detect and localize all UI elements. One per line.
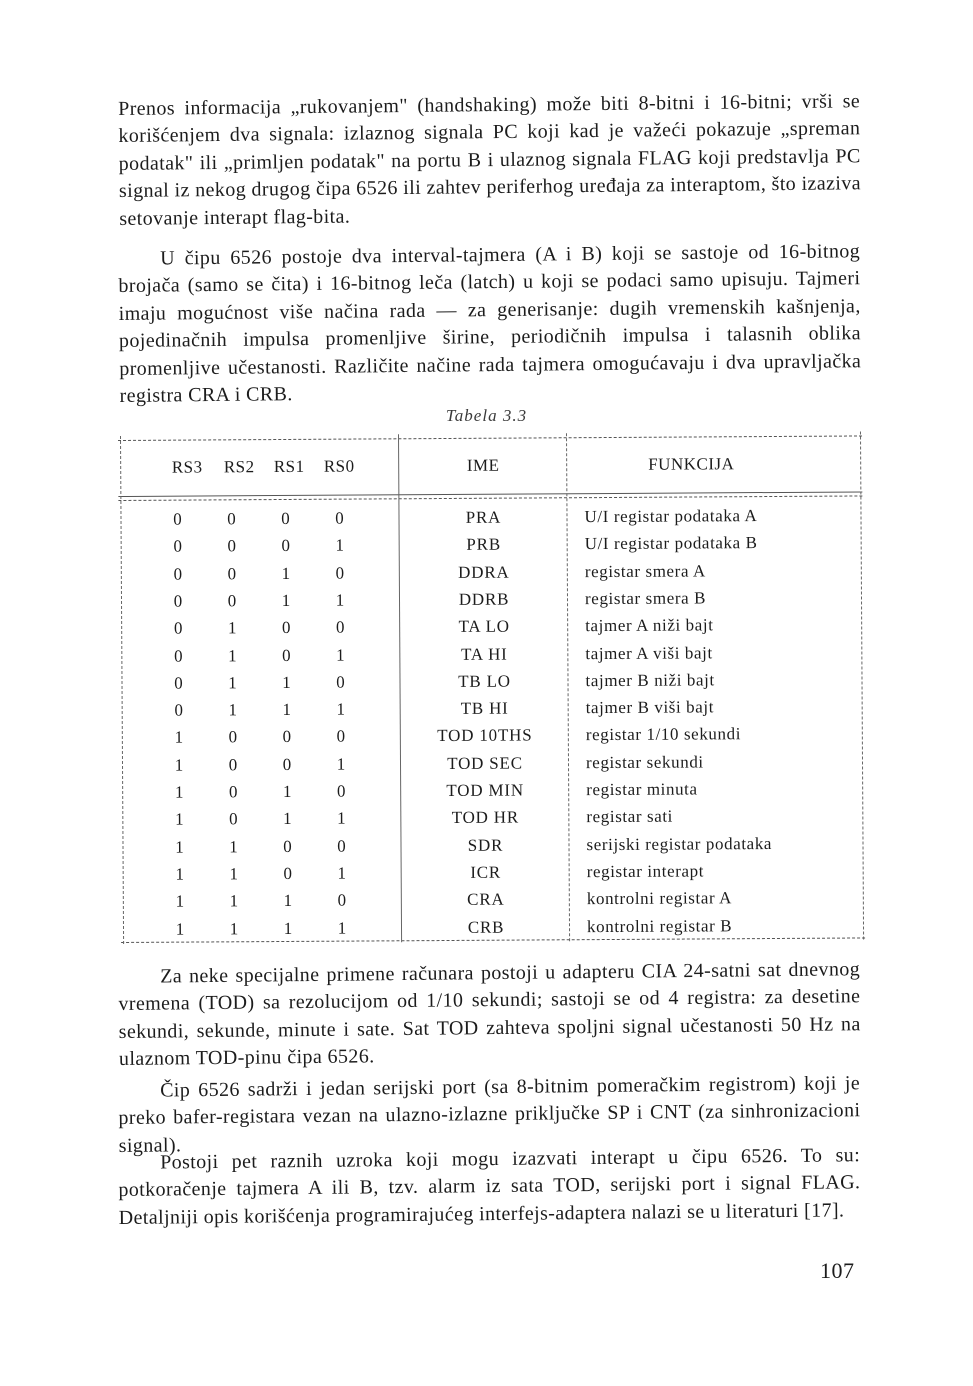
cell-ime: TB HI xyxy=(460,698,509,719)
cell-rs3: 0 xyxy=(173,618,183,638)
cell-rs2: 0 xyxy=(227,563,237,583)
cell-rs1: 0 xyxy=(282,645,291,665)
cell-funkcija: registar smera B xyxy=(584,588,707,609)
header-funkcija: FUNKCIJA xyxy=(648,454,735,474)
cell-rs1: 0 xyxy=(283,863,292,883)
cell-funkcija: tajmer A viši bajt xyxy=(585,642,713,663)
cell-rs2: 0 xyxy=(228,782,238,802)
cell-ime: TOD SEC xyxy=(447,753,523,773)
cell-rs1: 1 xyxy=(283,891,293,911)
cell-rs2: 1 xyxy=(229,918,239,938)
cell-funkcija: tajmer A niži bajt xyxy=(585,615,714,636)
cell-funkcija: registar sekundi xyxy=(585,752,704,772)
cell-funkcija: registar interapt xyxy=(586,861,705,882)
cell-ime: TB LO xyxy=(458,671,511,691)
cell-rs1: 0 xyxy=(282,754,292,774)
cell-rs0: 0 xyxy=(335,617,345,637)
cell-rs1: 0 xyxy=(281,618,291,638)
cell-rs0: 1 xyxy=(337,863,346,883)
cell-rs3: 1 xyxy=(175,809,184,829)
cell-funkcija: U/I registar podataka B xyxy=(584,533,758,554)
cell-rs3: 1 xyxy=(174,727,184,748)
cell-ime: DDRA xyxy=(458,562,510,582)
cell-rs3: 1 xyxy=(174,755,184,775)
cell-rs2: 1 xyxy=(228,673,237,693)
cell-rs2: 1 xyxy=(228,700,237,720)
cell-ime: PRB xyxy=(466,534,501,555)
cell-rs2: 0 xyxy=(228,754,238,775)
cell-rs3: 1 xyxy=(175,837,184,857)
cell-ime: TA LO xyxy=(458,616,510,637)
cell-funkcija: tajmer B niži bajt xyxy=(585,670,715,690)
header-rs0: RS0 xyxy=(323,456,355,476)
cell-funkcija: registar sati xyxy=(586,806,674,827)
table-row xyxy=(121,911,865,943)
cell-ime: TOD MIN xyxy=(446,780,524,801)
cell-rs2: 1 xyxy=(229,891,239,911)
cell-rs3: 1 xyxy=(174,782,184,802)
cell-rs3: 0 xyxy=(173,536,182,556)
cell-rs1: 1 xyxy=(283,809,292,829)
cell-rs2: 1 xyxy=(229,864,238,884)
cell-rs1: 0 xyxy=(281,536,290,556)
cell-rs1: 1 xyxy=(283,918,293,938)
paragraph-tod-clock: Za neke specijalne primene računara postoji u adapteru CIA 24-satni sat dnevnog vremena (TOD) sa rezolucijom od 1/10 sekundi; sastoji se od 4 registra: za desetine sekundi, sekunde, minute i sate. Sat TOD zahteva spoljni signal učestanosti 50 Hz na ulaznom TOD-pinu čipa 6526. xyxy=(118,958,861,1071)
cell-ime: CRA xyxy=(467,889,505,910)
cell-rs0: 1 xyxy=(336,645,345,665)
cell-funkcija: U/I registar podataka A xyxy=(584,506,758,527)
page-number: 107 xyxy=(820,1258,855,1283)
cell-rs2: 0 xyxy=(227,509,236,529)
header-rs1: RS1 xyxy=(273,456,305,477)
cell-ime: DDRB xyxy=(458,589,510,609)
table-caption: Tabela 3.3 xyxy=(445,406,528,425)
cell-rs2: 0 xyxy=(227,591,237,611)
cell-rs2: 1 xyxy=(228,645,237,665)
cell-rs1: 1 xyxy=(281,590,291,610)
cell-funkcija: kontrolni registar A xyxy=(586,888,733,909)
cell-rs0: 0 xyxy=(336,781,346,801)
cell-rs1: 0 xyxy=(283,836,292,856)
cell-rs3: 0 xyxy=(173,591,183,611)
cell-rs1: 1 xyxy=(281,563,291,583)
cell-rs0: 0 xyxy=(337,890,347,910)
cell-rs0: 1 xyxy=(336,699,345,719)
cell-ime: TA HI xyxy=(460,644,508,664)
header-ime: IME xyxy=(466,455,500,475)
cell-rs2: 1 xyxy=(229,836,238,856)
cell-rs0: 0 xyxy=(335,563,345,583)
cell-rs2: 0 xyxy=(227,536,236,556)
cell-rs3: 0 xyxy=(173,509,182,529)
cell-rs2: 0 xyxy=(228,727,238,747)
cell-rs1: 1 xyxy=(282,672,291,692)
cell-rs3: 0 xyxy=(174,700,183,720)
cell-ime: TOD 10THS xyxy=(437,725,533,746)
table-top-rule xyxy=(118,435,862,441)
paragraph-interval-timers: U čipu 6526 postoje dva interval-tajmera (A i B) koji se sastoje od 16-bitnog brojača (samo se čita) i 16-bitnog leča (latch) u koji se podaci samo upisuju. Tajmeri imaju mogućnost više načina rada — za generisanje: dugih vremenskih kašnjenja, pojedinačnih impulsa promenljive širine, periodičnih impulsa i talasnih oblika promenljive učestanosti. Različite načine rada tajmera omogućavaju i dva upravljačka registra CRA i CRB. xyxy=(118,240,862,408)
cell-ime: SDR xyxy=(467,835,504,855)
cell-funkcija: registar 1/10 sekundi xyxy=(585,724,742,745)
cell-funkcija: kontrolni registar B xyxy=(586,915,733,936)
cell-rs1: 1 xyxy=(282,781,292,801)
cell-ime: PRA xyxy=(465,507,502,527)
cell-rs3: 0 xyxy=(174,673,183,693)
cell-ime: CRB xyxy=(467,917,505,937)
header-rs3: RS3 xyxy=(171,457,203,477)
cell-rs3: 1 xyxy=(175,891,185,911)
cell-funkcija: registar minuta xyxy=(586,779,698,800)
cell-rs3: 0 xyxy=(174,646,183,666)
cell-rs3: 1 xyxy=(175,919,185,939)
cell-funkcija: tajmer B viši bajt xyxy=(585,697,715,718)
paragraph-handshaking: Prenos informacija „rukovanjem" (handshaking) može biti 8-bitni i 16-bitni; vrši se korišćenjem dva signala: izlaznog signala PC koji kad je važeći pokazuje „spreman podatak" ili „primljen podatak" na portu B i ulaznog signala FLAG koji predstavlja PC signal iz nekog drugog čipa 6526 ili zahtev periferhog uređaja za interaptom, što izaziva setovanje interapt flag-bita. xyxy=(118,90,862,230)
cell-funkcija: serijski registar podataka xyxy=(586,833,773,854)
cell-rs0: 0 xyxy=(335,508,344,528)
paragraph-interrupt-sources: Postoji pet raznih uzroka koji mogu izazvati interapt u čipu 6526. To su: potkoračenje tajmera A ili B, tzv. alarm iz sata TOD, serijski port i signal FLAG. Detaljniji opis korišćenja programirajućeg interfejs-adaptera nalazi se u literaturi [17]. xyxy=(118,1144,861,1229)
cell-rs1: 0 xyxy=(282,727,292,747)
cell-rs2: 0 xyxy=(229,809,238,829)
cell-rs0: 0 xyxy=(337,836,346,856)
cell-rs2: 1 xyxy=(227,618,237,638)
cell-rs0: 1 xyxy=(337,808,346,828)
cell-rs0: 1 xyxy=(335,590,345,610)
cell-ime: TOD HR xyxy=(451,807,520,828)
paragraph-serial-port: Čip 6526 sadrži i jedan serijski port (sa 8-bitnim pomeračkim registrom) koji je preko bafer-registara vezan na ulazno-izlazne priključke SP i CNT (za sinhronizacioni signal). xyxy=(118,1072,861,1157)
cell-rs0: 1 xyxy=(337,918,347,938)
cell-rs1: 0 xyxy=(281,508,290,529)
cell-rs3: 0 xyxy=(173,564,183,584)
cell-rs0: 1 xyxy=(335,535,344,555)
cell-ime: ICR xyxy=(470,862,502,882)
cell-rs0: 0 xyxy=(336,672,345,692)
cell-rs3: 1 xyxy=(175,864,184,884)
cell-funkcija: registar smera A xyxy=(584,561,706,581)
cell-rs0: 0 xyxy=(336,727,346,747)
register-table xyxy=(118,431,865,944)
header-rs2: RS2 xyxy=(223,457,255,477)
cell-rs1: 1 xyxy=(282,700,291,720)
cell-rs0: 1 xyxy=(336,754,346,774)
